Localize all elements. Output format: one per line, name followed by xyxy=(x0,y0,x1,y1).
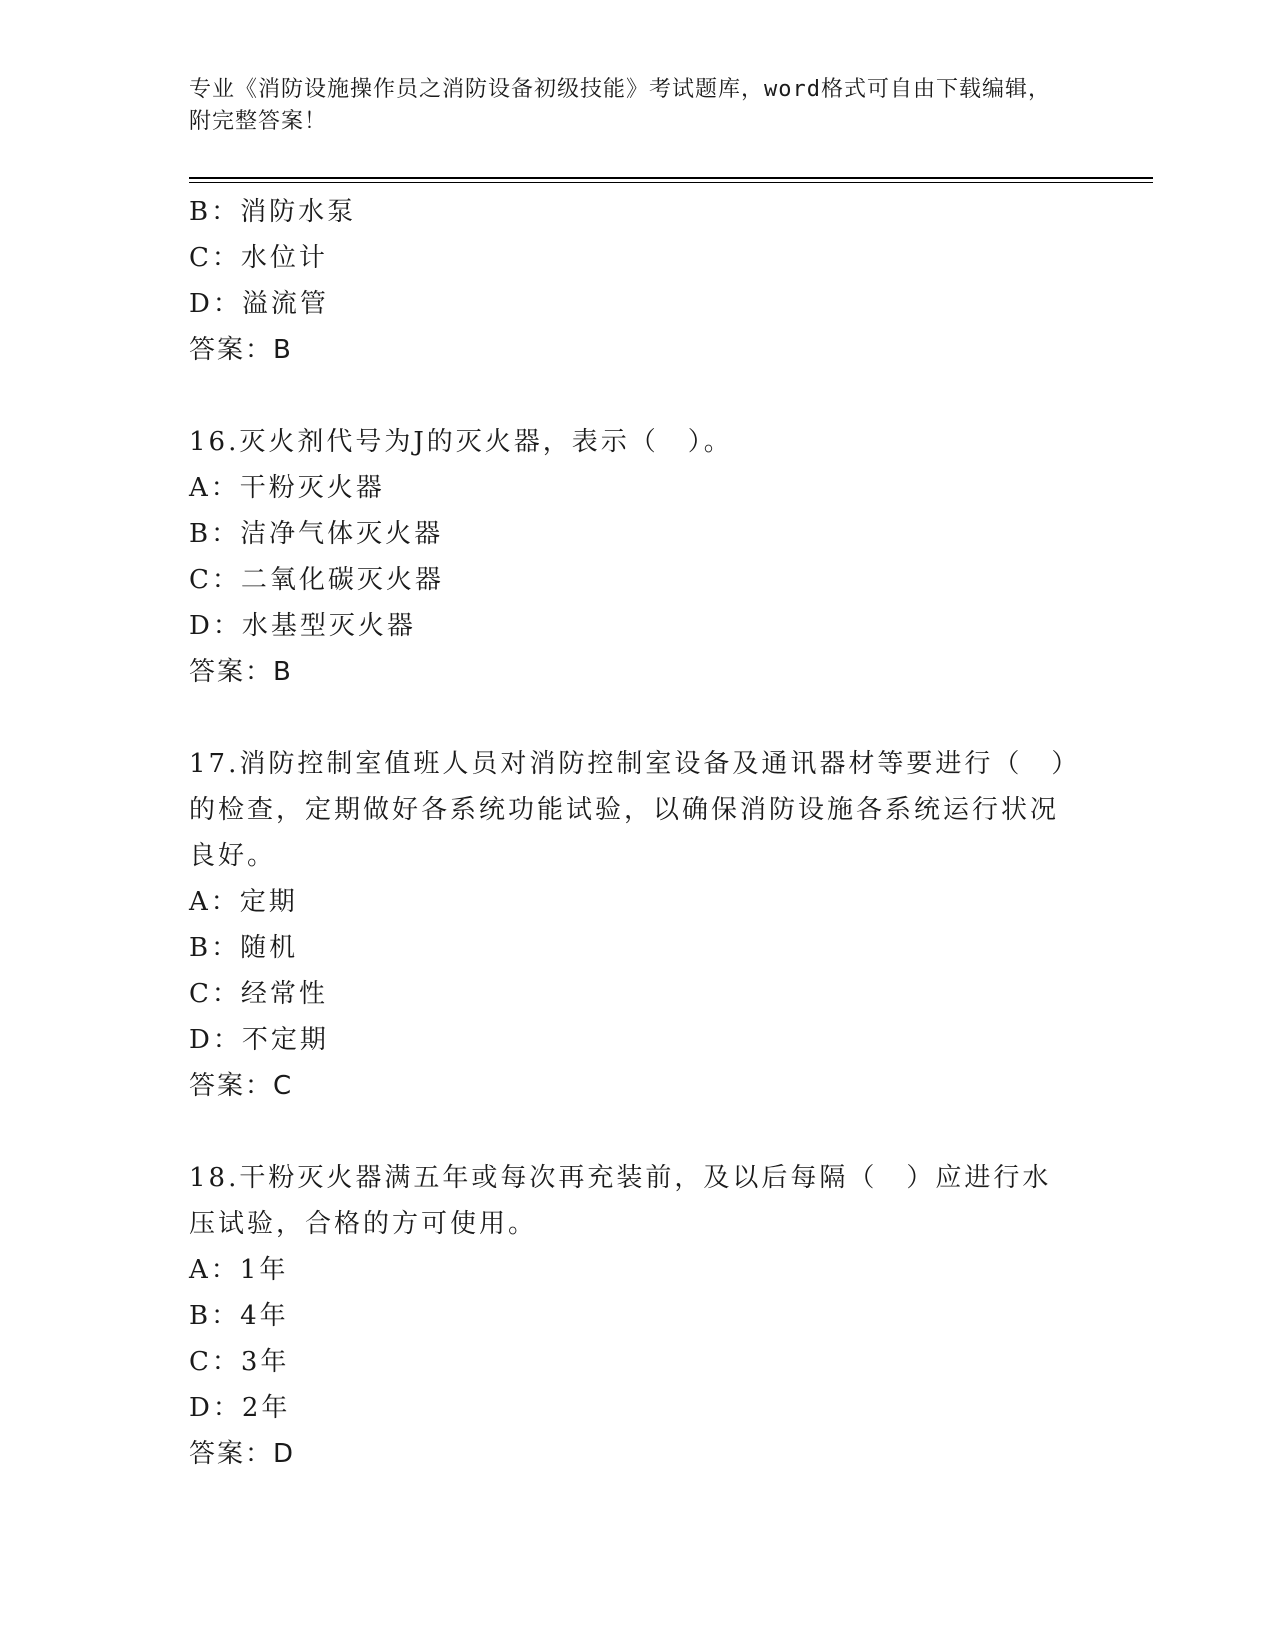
option-c: C：经常性 xyxy=(189,979,328,1009)
option-b: B：4年 xyxy=(189,1301,289,1331)
answer: 答案：B xyxy=(189,657,293,687)
option-c: C：水位计 xyxy=(189,243,328,273)
spacer xyxy=(189,373,1089,419)
option-c: C：3年 xyxy=(189,1347,290,1377)
question-stem: 17.消防控制室值班人员对消防控制室设备及通讯器材等要进行（ ）的检查，定期做好各系统功能试验，以确保消防设施各系统运行状况良好。 xyxy=(189,749,1068,871)
question-16 xyxy=(189,419,1089,695)
answer: 答案：D xyxy=(189,1439,296,1469)
option-d: D：溢流管 xyxy=(189,289,329,319)
option-a: A：干粉灭火器 xyxy=(189,473,385,503)
option-c: C：二氧化碳灭火器 xyxy=(189,565,444,595)
option-b: B：随机 xyxy=(189,933,299,963)
spacer xyxy=(189,695,1089,741)
question-list xyxy=(189,189,1089,1477)
question-15 xyxy=(189,189,1089,373)
option-a: A：定期 xyxy=(189,887,298,917)
answer: 答案：B xyxy=(189,335,293,365)
option-d: D：水基型灭火器 xyxy=(189,611,416,641)
option-a: A：1年 xyxy=(189,1255,289,1285)
header-rule-thin xyxy=(189,182,1153,183)
spacer xyxy=(189,1109,1089,1155)
answer: 答案：C xyxy=(189,1071,294,1101)
question-stem: 16.灭火剂代号为J的灭火器，表示（ ）。 xyxy=(189,427,733,457)
option-b: B：洁净气体灭火器 xyxy=(189,519,444,549)
option-d: D：不定期 xyxy=(189,1025,329,1055)
question-17 xyxy=(189,741,1089,1109)
question-stem: 18.干粉灭火器满五年或每次再充装前，及以后每隔（ ）应进行水压试验，合格的方可使用。 xyxy=(189,1163,1052,1239)
question-18 xyxy=(189,1155,1089,1477)
document-header: 专业《消防设施操作员之消防设备初级技能》考试题库，word格式可自由下载编辑，附完整答案！ xyxy=(189,77,1051,134)
header-rule-thick xyxy=(189,177,1153,179)
option-d: D：2年 xyxy=(189,1393,291,1423)
option-b: B：消防水泵 xyxy=(189,197,357,227)
